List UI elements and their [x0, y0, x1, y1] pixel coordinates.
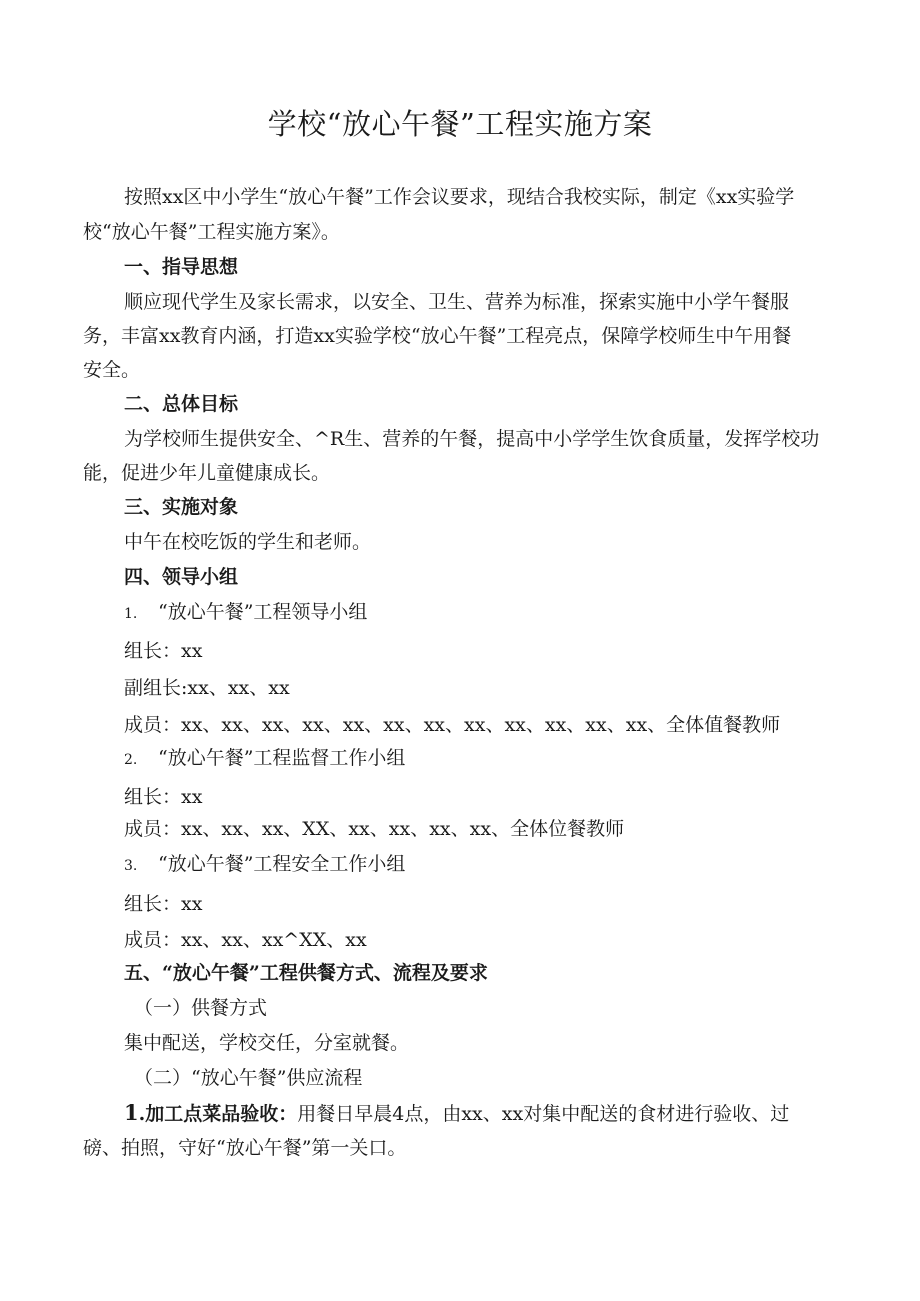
- section2-line-1: 为学校师生提供安全、^R生、营养的午餐，提高中小学学生饮食质量，发挥学校功: [124, 428, 820, 450]
- group1-deputy: 副组长:xx、xx、xx: [124, 677, 290, 699]
- intro-line-2: 校“放心午餐”工程实施方案》。: [83, 221, 340, 243]
- process-item-1-line-1: [124, 1098, 789, 1129]
- intro-line-1: 按照xx区中小学生“放心午餐”工作会议要求，现结合我校实际，制定《xx实验学: [124, 186, 795, 208]
- section-heading-leadership: 四、领导小组: [124, 566, 239, 588]
- document-title: 学校“放心午餐”工程实施方案: [267, 107, 653, 141]
- group2-members: 成员：xx、xx、xx、XX、xx、xx、xx、xx、全体位餐教师: [124, 818, 625, 840]
- group2-title: “放心午餐”工程监督工作小组: [158, 747, 406, 769]
- group3-members: 成员：xx、xx、xx^XX、xx: [124, 929, 367, 951]
- section1-line-3: 安全。: [83, 359, 141, 381]
- section3-line-1: 中午在校吃饭的学生和老师。: [124, 531, 372, 553]
- section-heading-guiding-ideology: 一、指导思想: [124, 256, 239, 278]
- group3-leader: 组长：xx: [124, 893, 203, 915]
- group2-leader: 组长：xx: [124, 786, 203, 808]
- section1-line-1: 顺应现代学生及家长需求，以安全、卫生、营养为标准，探索实施中小学午餐服: [124, 291, 790, 313]
- group2-number: 2.: [124, 752, 138, 768]
- supply-method-text: 集中配送，学校交任，分室就餐。: [124, 1032, 410, 1054]
- section-heading-target: 三、实施对象: [124, 496, 239, 518]
- process-item-1-line-2: 磅、拍照，守好“放心午餐”第一关口。: [83, 1137, 407, 1159]
- process-item-1-label: .加工点菜品验收：: [138, 1103, 298, 1125]
- group1-title: “放心午餐”工程领导小组: [158, 601, 368, 623]
- group1-number: 1.: [124, 606, 138, 622]
- group3-number: 3.: [124, 858, 138, 874]
- section-heading-meal-supply: 五、“放心午餐”工程供餐方式、流程及要求: [124, 962, 488, 984]
- group2-title-line: [124, 743, 405, 775]
- section-heading-overall-goal: 二、总体目标: [124, 393, 239, 415]
- section1-line-2: 务，丰富xx教育内涵，打造xx实验学校“放心午餐”工程亮点，保障学校师生中午用餐: [83, 325, 792, 347]
- section2-line-2: 能，促进少年儿童健康成长。: [83, 462, 331, 484]
- sub-heading-supply-method: （一）供餐方式: [134, 997, 268, 1019]
- process-item-1-number: 1: [124, 1100, 139, 1125]
- group3-title-line: [124, 849, 405, 881]
- group1-members: 成员：xx、xx、xx、xx、xx、xx、xx、xx、xx、xx、xx、xx、全体值餐教师: [124, 714, 781, 736]
- group3-title: “放心午餐”工程安全工作小组: [158, 853, 406, 875]
- group1-leader: 组长：xx: [124, 640, 203, 662]
- group1-title-line: [124, 597, 367, 629]
- process-item-1-text: 用餐日早晨4点，由xx、xx对集中配送的食材进行验收、过: [297, 1103, 790, 1125]
- sub-heading-supply-process: （二）“放心午餐”供应流程: [134, 1067, 363, 1089]
